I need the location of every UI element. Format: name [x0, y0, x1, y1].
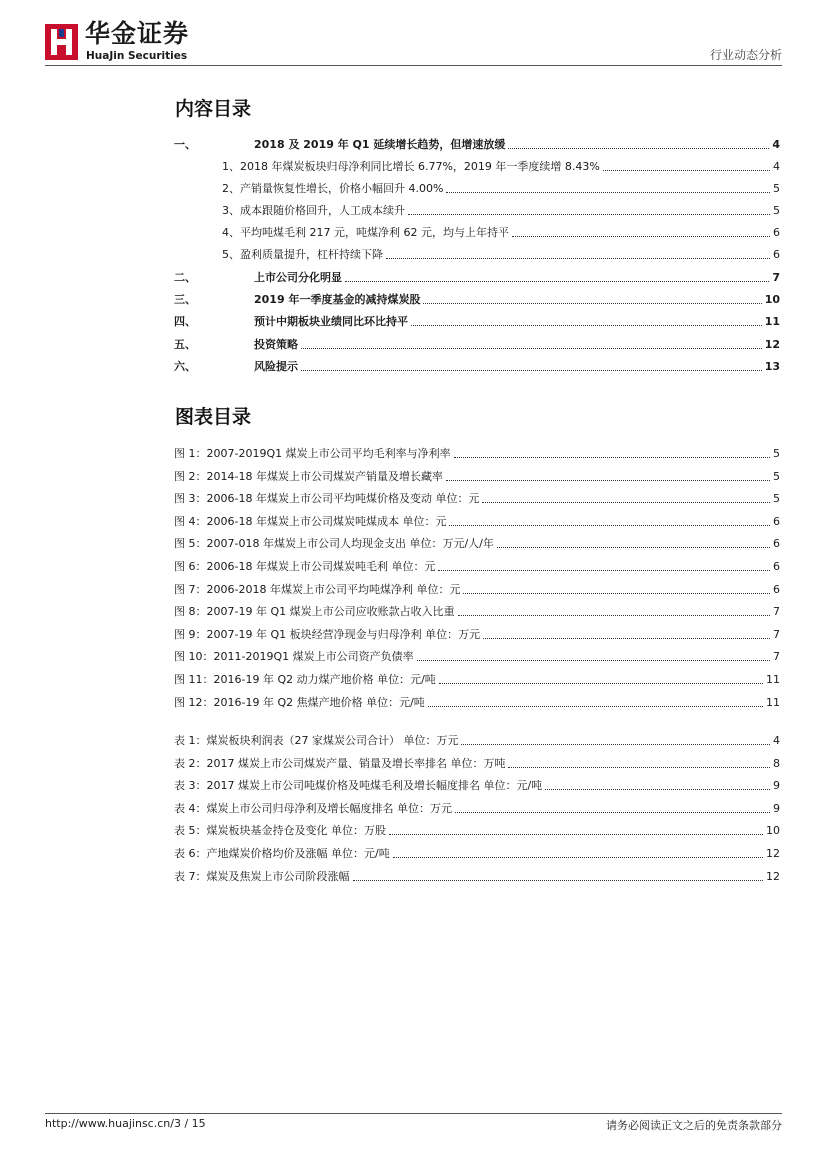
leader-dots	[483, 638, 770, 639]
toc-entry-text: 表 6：产地煤炭价格均价及涨幅 单位：元/吨	[174, 847, 390, 860]
leader-dots	[345, 281, 769, 282]
toc-page-number: 11	[764, 315, 780, 328]
leader-dots	[508, 148, 769, 149]
table-list-entry[interactable]	[174, 824, 780, 838]
leader-dots	[438, 570, 770, 571]
toc-entry-text: 表 2：2017 煤炭上市公司煤炭产量、销量及增长率排名 单位：万吨	[174, 756, 506, 770]
footer-disclaimer: 请务必阅读正文之后的免责条款部分	[606, 1119, 782, 1132]
figure-list-entry[interactable]	[174, 650, 780, 664]
toc-entry-text: 图 5：2007-018 年煤炭上市公司人均现金支出 单位：万元/人/年	[174, 537, 494, 551]
leader-dots	[458, 615, 770, 616]
toc-entry-text: 4、平均吨煤毛利 217 元，吨煤净利 62 元，均与上年持平	[222, 226, 509, 239]
toc-level-number: 三、	[174, 293, 196, 306]
toc-entry-text: 1、2018 年煤炭板块归母净利同比增长 6.77%，2019 年一季度续增 8.43%	[222, 160, 600, 173]
figure-list-entry[interactable]	[174, 696, 780, 710]
toc-entry-text: 2、产销量恢复性增长，价格小幅回升 4.00%	[222, 182, 444, 195]
toc-page-number: 6	[773, 537, 780, 551]
toc-section-entry[interactable]	[174, 293, 780, 307]
table-list-entry[interactable]	[174, 802, 780, 816]
toc-entry-text: 2019 年一季度基金的减持煤炭股	[254, 293, 421, 306]
figure-list-entry[interactable]	[174, 447, 780, 461]
table-list-entry[interactable]	[174, 870, 780, 884]
toc-section-entry[interactable]	[174, 271, 780, 285]
toc-page-number: 7	[773, 605, 780, 619]
toc-entry-text: 图 11：2016-19 年 Q2 动力煤产地价格 单位：元/吨	[174, 673, 436, 686]
toc-page-number: 12	[764, 338, 780, 351]
toc-level-number: 一、	[174, 138, 196, 151]
toc-page-number: 6	[773, 248, 780, 261]
toc-page-number: 5	[773, 469, 780, 483]
toc-section-entry[interactable]	[174, 315, 780, 329]
toc-page-number: 5	[773, 182, 780, 195]
figure-list-entry[interactable]	[174, 583, 780, 597]
toc-entry-text: 上市公司分化明显	[254, 271, 342, 284]
table-list-entry[interactable]	[174, 757, 780, 771]
toc-entry-text: 图 7：2006-2018 年煤炭上市公司平均吨煤净利 单位：元	[174, 582, 461, 596]
toc-subsection-entry[interactable]	[222, 204, 780, 218]
leader-dots	[393, 857, 763, 858]
toc-entry-text: 图 6：2006-18 年煤炭上市公司煤炭吨毛利 单位：元	[174, 560, 436, 573]
figure-list-entry[interactable]	[174, 560, 780, 574]
leader-dots	[463, 593, 770, 594]
toc-entry-text: 表 3：2017 煤炭上市公司吨煤价格及吨煤毛利及增长幅度排名 单位：元/吨	[174, 779, 543, 793]
leader-dots	[461, 744, 770, 745]
figures-title: 图表目录	[175, 406, 252, 428]
toc-subsection-entry[interactable]	[222, 160, 780, 174]
footer-url-page: http://www.huajinsc.cn/3 / 15	[45, 1117, 206, 1130]
leader-dots	[417, 660, 770, 661]
leader-dots	[449, 525, 770, 526]
toc-entry-text: 图 10：2011-2019Q1 煤炭上市公司资产负债率	[174, 650, 414, 664]
leader-dots	[446, 480, 770, 481]
toc-entry-text: 5、盈利质量提升，杠杆持续下降	[222, 248, 383, 261]
toc-section-entry[interactable]	[174, 138, 780, 152]
leader-dots	[455, 812, 770, 813]
leader-dots	[454, 457, 770, 458]
leader-dots	[497, 547, 770, 548]
leader-dots	[439, 683, 763, 684]
toc-page-number: 4	[773, 160, 780, 173]
toc-subsection-entry[interactable]	[222, 226, 780, 240]
toc-page-number: 5	[773, 204, 780, 217]
leader-dots	[389, 834, 763, 835]
leader-dots	[408, 214, 770, 215]
figure-list-entry[interactable]	[174, 492, 780, 506]
toc-page-number: 5	[773, 447, 780, 460]
toc-page-number: 6	[773, 582, 780, 596]
toc-entry-text: 图 12：2016-19 年 Q2 焦煤产地价格 单位：元/吨	[174, 695, 425, 709]
toc-page-number: 7	[773, 627, 780, 641]
leader-dots	[508, 767, 770, 768]
toc-page-number: 9	[773, 801, 780, 815]
toc-entry-text: 3、成本跟随价格回升，人工成本续升	[222, 204, 405, 217]
logo-english-name: HuaJin Securities	[86, 50, 188, 62]
toc-entry-text: 图 2：2014-18 年煤炭上市公司煤炭产销量及增长藏率	[174, 469, 443, 483]
figure-list-entry[interactable]	[174, 515, 780, 529]
toc-entry-text: 表 4：煤炭上市公司归母净利及增长幅度排名 单位：万元	[174, 801, 452, 815]
toc-page-number: 5	[773, 492, 780, 506]
toc-page-number: 12	[766, 869, 780, 883]
toc-page-number: 11	[766, 695, 780, 709]
toc-level-number: 六、	[174, 360, 196, 373]
leader-dots	[301, 348, 762, 349]
figure-list-entry[interactable]	[174, 537, 780, 551]
toc-entry-text: 表 7：煤炭及焦炭上市公司阶段涨幅	[174, 869, 350, 883]
table-list-entry[interactable]	[174, 734, 780, 748]
toc-entry-text: 投资策略	[254, 338, 298, 351]
toc-page-number: 6	[773, 226, 780, 239]
toc-entry-text: 风险提示	[254, 360, 298, 373]
page-header	[0, 0, 827, 70]
toc-level-number: 二、	[174, 271, 196, 284]
figure-list-entry[interactable]	[174, 605, 780, 619]
toc-entry-text: 表 5：煤炭板块基金持仓及变化 单位：万股	[174, 824, 386, 838]
leader-dots	[446, 192, 770, 193]
leader-dots	[301, 370, 762, 371]
leader-dots	[411, 325, 762, 326]
toc-entry-text: 图 3：2006-18 年煤炭上市公司平均吨煤价格及变动 单位：元	[174, 492, 480, 506]
toc-page-number: 4	[772, 138, 780, 151]
contents-title: 内容目录	[175, 98, 252, 120]
toc-page-number: 9	[773, 779, 780, 793]
toc-entry-text: 图 8：2007-19 年 Q1 煤炭上市公司应收账款占收入比重	[174, 605, 455, 619]
table-list-entry[interactable]	[174, 779, 780, 793]
leader-dots	[482, 502, 770, 503]
toc-page-number: 13	[764, 360, 780, 373]
figure-list-entry[interactable]	[174, 673, 780, 687]
toc-page-number: 6	[773, 560, 780, 573]
leader-dots	[428, 706, 763, 707]
toc-level-number: 四、	[174, 315, 196, 328]
leader-dots	[603, 170, 770, 171]
huajin-logo-icon	[45, 24, 78, 60]
toc-page-number: 8	[773, 756, 780, 770]
toc-entry-text: 预计中期板块业绩同比环比持平	[254, 315, 408, 328]
leader-dots	[386, 258, 770, 259]
toc-page-number: 12	[766, 847, 780, 860]
toc-subsection-entry[interactable]	[222, 182, 780, 196]
toc-section-entry[interactable]	[174, 338, 780, 352]
leader-dots	[353, 880, 764, 881]
toc-entry-text: 2018 及 2019 年 Q1 延续增长趋势，但增速放缓	[254, 138, 506, 151]
logo-chinese-name: 华金证券	[85, 19, 190, 48]
footer-divider	[45, 1113, 782, 1114]
toc-subsection-entry[interactable]	[222, 248, 780, 262]
toc-entry-text: 图 1：2007-2019Q1 煤炭上市公司平均毛利率与净利率	[174, 447, 451, 460]
toc-page-number: 6	[773, 514, 780, 528]
toc-entry-text: 表 1：煤炭板块利润表（27 家煤炭公司合计） 单位：万元	[174, 734, 459, 747]
toc-page-number: 10	[766, 824, 780, 838]
toc-entry-text: 图 4：2006-18 年煤炭上市公司煤炭吨煤成本 单位：元	[174, 514, 447, 528]
toc-page-number: 7	[773, 650, 780, 664]
figure-list-entry[interactable]	[174, 628, 780, 642]
table-list-entry[interactable]	[174, 847, 780, 861]
report-category: 行业动态分析	[709, 48, 782, 62]
header-divider	[45, 65, 782, 66]
toc-section-entry[interactable]	[174, 360, 780, 374]
toc-page-number: 4	[773, 734, 780, 747]
leader-dots	[423, 303, 761, 304]
leader-dots	[512, 236, 770, 237]
toc-page-number: 7	[772, 271, 780, 284]
figure-list-entry[interactable]	[174, 470, 780, 484]
leader-dots	[545, 789, 770, 790]
toc-page-number: 11	[766, 673, 780, 686]
toc-entry-text: 图 9：2007-19 年 Q1 板块经营净现金与归母净利 单位：万元	[174, 627, 481, 641]
toc-level-number: 五、	[174, 338, 196, 351]
toc-page-number: 10	[764, 293, 780, 306]
